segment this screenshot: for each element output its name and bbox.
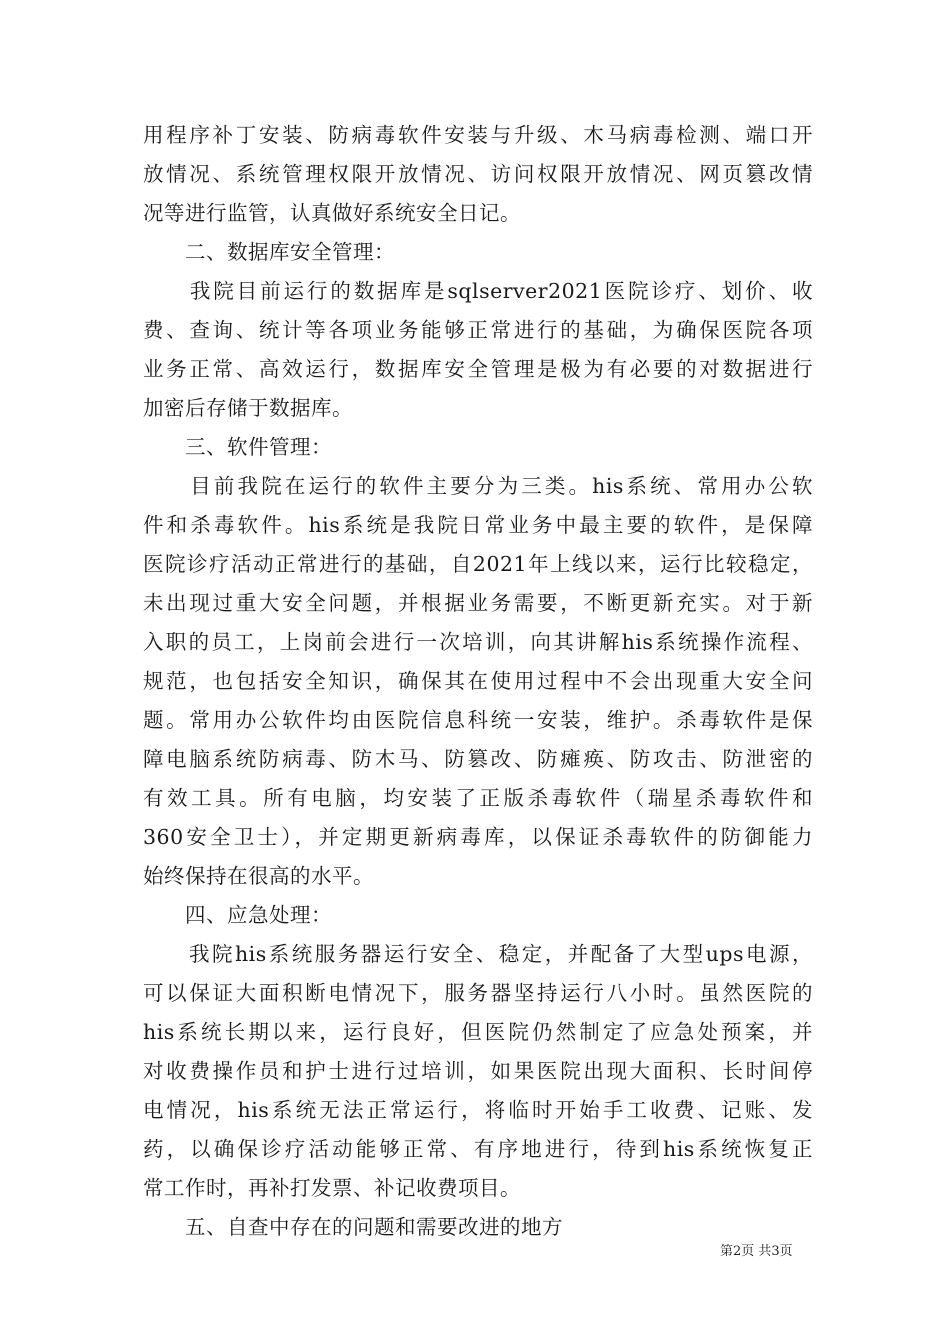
text-line: 我院目前运行的数据库是sqlserver2021医院诊疗、划价、收 xyxy=(143,279,813,303)
section-heading: 五、自查中存在的问题和需要改进的地方 xyxy=(143,1215,563,1239)
text-line: 始终保持在很高的水平。 xyxy=(143,864,374,888)
text-line: 业务正常、高效运行，数据库安全管理是极为有必要的对数据进行 xyxy=(143,357,813,381)
document-body xyxy=(143,116,813,1247)
text-line: 题。常用办公软件均由医院信息科统一安装，维护。杀毒软件是保 xyxy=(143,708,813,732)
text-line: 常工作时，再补打发票、补记收费项目。 xyxy=(143,1176,521,1200)
text-line: 有效工具。所有电脑，均安装了正版杀毒软件（瑞星杀毒软件和 xyxy=(143,786,813,810)
text-line: 况等进行监管，认真做好系统安全日记。 xyxy=(143,201,521,225)
text-line: 放情况、系统管理权限开放情况、访问权限开放情况、网页篡改情 xyxy=(143,162,813,186)
section-heading: 二、数据库安全管理： xyxy=(143,240,395,264)
text-line: 障电脑系统防病毒、防木马、防篡改、防瘫痪、防攻击、防泄密的 xyxy=(143,747,813,771)
text-line: 未出现过重大安全问题，并根据业务需要，不断更新充实。对于新 xyxy=(143,591,813,615)
section-heading: 四、应急处理： xyxy=(143,903,332,927)
text-line: 规范，也包括安全知识，确保其在使用过程中不会出现重大安全问 xyxy=(143,669,813,693)
section-heading: 三、软件管理： xyxy=(143,435,332,459)
text-line: 入职的员工，上岗前会进行一次培训，向其讲解his系统操作流程、 xyxy=(143,630,813,654)
text-line: 电情况，his系统无法正常运行，将临时开始手工收费、记账、发 xyxy=(143,1098,813,1122)
text-line: 目前我院在运行的软件主要分为三类。his系统、常用办公软 xyxy=(143,474,813,498)
text-line: 件和杀毒软件。his系统是我院日常业务中最主要的软件，是保障 xyxy=(143,513,813,537)
text-line: his系统长期以来，运行良好，但医院仍然制定了应急处预案，并 xyxy=(143,1020,813,1044)
text-line: 加密后存储于数据库。 xyxy=(143,396,353,420)
text-line: 360安全卫士），并定期更新病毒库，以保证杀毒软件的防御能力 xyxy=(143,825,813,849)
text-line: 用程序补丁安装、防病毒软件安装与升级、木马病毒检测、端口开 xyxy=(143,123,813,147)
text-line: 费、查询、统计等各项业务能够正常进行的基础，为确保医院各项 xyxy=(143,318,813,342)
text-line: 对收费操作员和护士进行过培训，如果医院出现大面积、长时间停 xyxy=(143,1059,813,1083)
text-line: 可以保证大面积断电情况下，服务器坚持运行八小时。虽然医院的 xyxy=(143,981,813,1005)
text-line: 药，以确保诊疗活动能够正常、有序地进行，待到his系统恢复正 xyxy=(143,1137,813,1161)
text-line: 医院诊疗活动正常进行的基础，自2021年上线以来，运行比较稳定， xyxy=(143,552,813,576)
text-line: 我院his系统服务器运行安全、稳定，并配备了大型ups电源， xyxy=(143,942,813,966)
page-number: 第2页 共3页 xyxy=(720,1244,793,1259)
